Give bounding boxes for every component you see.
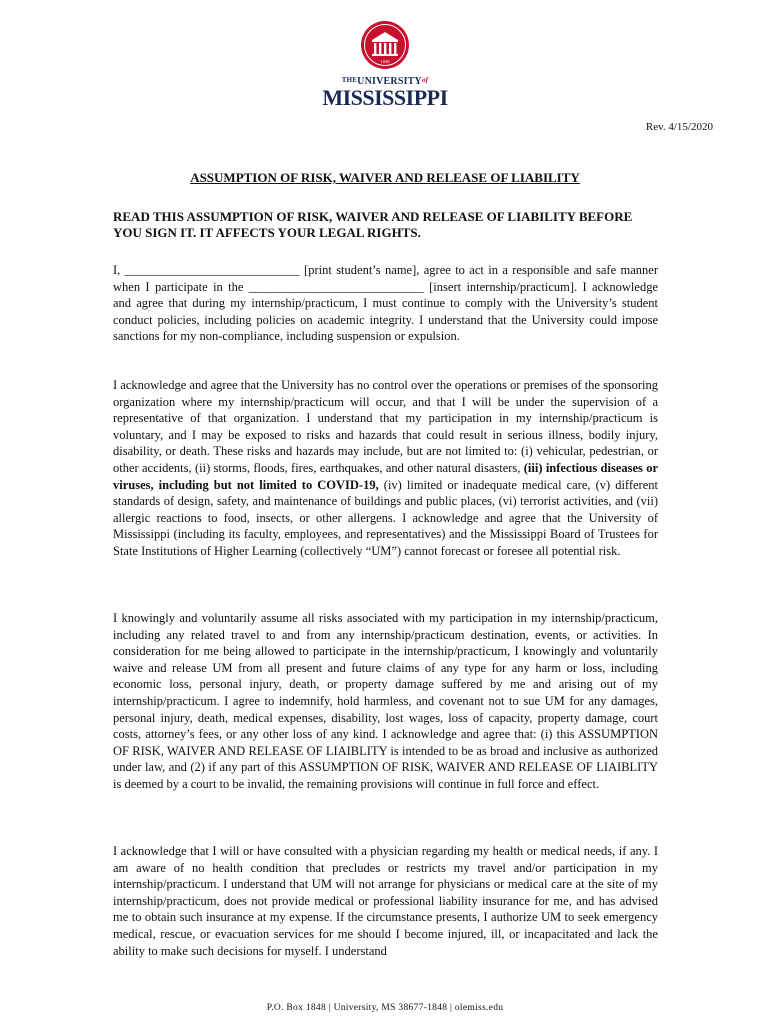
document-title: ASSUMPTION OF RISK, WAIVER AND RELEASE OF LIABILITY: [190, 170, 580, 185]
footer-address: P.O. Box 1848 | University, MS 38677-1848 | olemiss.edu: [266, 1003, 504, 1013]
paragraph-risks: [113, 377, 658, 560]
paragraph-waiver: I knowingly and voluntarily assume all risks associated with my participation in my internship/practicum, including any related travel to and from any internship/practicum destination, events, or activities. In consideration for me being allowed to participate in the internship/practicum, I knowingly and voluntarily waive and release UM from all present and future claims of any type for any harm or loss, including economic loss, personal injury, death, or property damage suffered by me and arising out of my internship/practicum. I agree to indemnify, hold harmless, and covenant not to sue UM for any damages, personal injury, death, medical expenses, disability, lost wages, loss of capacity, property damage, court costs, attorney’s fees, or any other loss of any kind. I acknowledge and agree that: (i) this ASSUMPTION OF RISK, WAIVER AND RELEASE OF LIAIBLITY is intended to be as broad and inclusive as authorized under law, and (2) if any part of this ASSUMPTION OF RISK, WAIVER AND RELEASE OF LIAIBLITY is deemed by a court to be invalid, the remaining provisions will continue in full force and effect.: [113, 611, 658, 791]
lyceum-seal-icon: [360, 20, 410, 70]
logo-university: UNIVERSITY: [357, 76, 422, 87]
revision-date: Rev. 4/15/2020: [645, 121, 713, 133]
risks-text-b: (iv) limited or inadequate medical care, (v) different standards of design, safety, and maintenance of buildings and public places, (vi) terrorist activities, and (vii) allergic reactions to food, insects, or other allergens. I acknowledge and agree that the University of Mississippi (including its faculty, employees, and representatives) and the Mississippi Board of Trustees for State Institutions of Higher Learning (collectively “UM”) cannot forecast or foresee all potential risk.: [113, 477, 658, 558]
paragraph-medical: I acknowledge that I will or have consulted with a physician regarding my health or medical needs, if any. I am aware of no health condition that precludes or restricts my travel and/or participation in my internship/practicum. I understand that UM will not arrange for physicians or medical care at the site of my internship/practicum, does not provide medical or professional liability insurance for me, and has advised me to obtain such insurance at my expense. If the circumstance presents, I authorize UM to seek emergency medical, rescue, or evacuation services for me should I become injured, ill, or incapacitated and lack the ability to make such decisions for myself. I understand: [113, 844, 658, 958]
risks-covid-bold: (iii) infectious diseases or viruses, including but not limited to COVID-19,: [113, 460, 659, 492]
university-logo: [320, 18, 450, 118]
logo-the: THE: [341, 76, 358, 84]
legal-warning: READ THIS ASSUMPTION OF RISK, WAIVER AND RELEASE OF LIABILITY BEFORE YOU SIGN IT. IT AFFECTS YOUR LEGAL RIGHTS.: [113, 209, 633, 240]
seal-year: 1848: [380, 59, 390, 64]
logo-mississippi: MISSISSIPPI: [322, 85, 448, 110]
logo-of: of: [421, 76, 429, 84]
paragraph-conduct: I, ____________________________ [print student’s name], agree to act in a responsible and safe manner when I participate in the ____________________________ [insert internship/practicum]. I acknowledge and agree that during my internship/practicum, I must continue to comply with the University’s student conduct policies, including policies on academic integrity. I understand that the University could impose sanctions for my non-compliance, including suspension or expulsion.: [113, 263, 658, 344]
risks-text-a: I acknowledge and agree that the University has no control over the operations or premises of the sponsoring organization where my internship/practicum will occur, and that I will be under the supervision of a representative of that organization. I understand that my participation in my internship/practicum is voluntary, and I may be exposed to risks and hazards that could result in serious illness, bodily injury, disability, or death. These risks and hazards may include, but are not limited to: (i) vehicular, pedestrian, or other accidents, (ii) storms, floods, fires, earthquakes, and other natural disasters,: [113, 378, 658, 475]
